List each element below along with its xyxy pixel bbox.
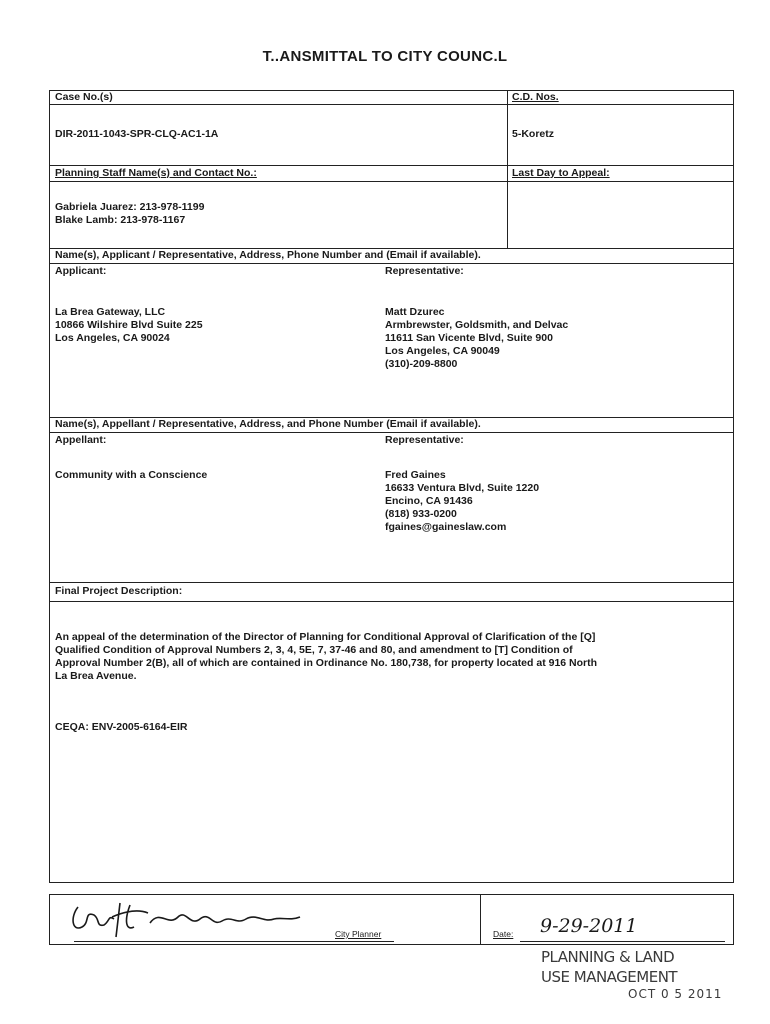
applicant-line: Los Angeles, CA 90024 — [55, 332, 170, 344]
cd-number: 5-Koretz — [512, 128, 555, 140]
planner-signature — [60, 897, 320, 943]
applicant-rep-line: Armbrewster, Goldsmith, and Delvac — [385, 319, 569, 331]
staff-label: Planning Staff Name(s) and Contact No.: — [55, 167, 257, 179]
city-planner-label: City Planner — [335, 929, 382, 939]
received-stamp-line-2: USE MANAGEMENT — [541, 968, 678, 986]
ceqa-reference: CEQA: ENV-2005-6164-EIR — [55, 721, 188, 733]
rule — [50, 104, 733, 105]
applicant-rep-line: Los Angeles, CA 90049 — [385, 345, 500, 357]
applicant-rep-line: Matt Dzurec — [385, 306, 445, 318]
signature-line — [74, 941, 394, 942]
description-line: Qualified Condition of Approval Numbers 2, 3, 4, 5E, 7, 37-46 and 80, and amendment to [T] Condition of — [55, 644, 573, 656]
staff-contact-2: Blake Lamb: 213-978-1167 — [55, 214, 186, 226]
cd-label: C.D. Nos. — [512, 91, 559, 103]
received-stamp-line-1: PLANNING & LAND — [541, 948, 675, 966]
description-line: La Brea Avenue. — [55, 670, 137, 682]
rule — [50, 432, 733, 433]
signature-date: 9-29-2011 — [540, 915, 638, 937]
applicant-rep-line: (310)-209-8800 — [385, 358, 458, 370]
applicant-line: 10866 Wilshire Blvd Suite 225 — [55, 319, 203, 331]
description-line: An appeal of the determination of the Director of Planning for Conditional Approval of Clarification of the [Q] — [55, 631, 596, 643]
project-description — [55, 631, 725, 683]
appellant-rep-label: Representative: — [385, 434, 464, 446]
document-title: T..ANSMITTAL TO CITY COUNC.L — [262, 48, 508, 65]
appeal-day-label: Last Day to Appeal: — [512, 167, 610, 179]
appellant-rep-line: fgaines@gaineslaw.com — [385, 521, 507, 533]
description-line: Approval Number 2(B), all of which are contained in Ordinance No. 180,738, for property located at 916 North — [55, 657, 598, 669]
rule — [50, 165, 733, 166]
rule — [50, 582, 733, 583]
date-label: Date: — [493, 929, 514, 939]
appellant-rep-line: (818) 933-0200 — [385, 508, 457, 520]
rule — [50, 601, 733, 602]
case-label: Case No.(s) — [55, 91, 113, 103]
received-stamp-date: OCT 0 5 2011 — [628, 987, 723, 1001]
staff-contact-1: Gabriela Juarez: 213-978-1199 — [55, 201, 205, 213]
rule — [50, 181, 733, 182]
appellant-section-header: Name(s), Appellant / Representative, Address, and Phone Number (Email if available). — [55, 418, 481, 430]
applicant-rep-label: Representative: — [385, 265, 464, 277]
appellant-rep-line: Fred Gaines — [385, 469, 446, 481]
case-number: DIR-2011-1043-SPR-CLQ-AC1-1A — [55, 128, 219, 140]
appellant-label: Appellant: — [55, 434, 107, 446]
column-divider — [507, 91, 508, 248]
appellant-rep-line: 16633 Ventura Blvd, Suite 1220 — [385, 482, 540, 494]
signature-block — [49, 894, 734, 945]
applicant-section-header: Name(s), Applicant / Representative, Address, Phone Number and (Email if available). — [55, 249, 481, 261]
transmittal-form — [49, 90, 734, 883]
applicant-label: Applicant: — [55, 265, 107, 277]
applicant-rep-line: 11611 San Vicente Blvd, Suite 900 — [385, 332, 553, 344]
date-line — [520, 941, 725, 942]
rule — [50, 263, 733, 264]
appellant-rep-line: Encino, CA 91436 — [385, 495, 473, 507]
signature-divider — [480, 895, 481, 944]
project-description-label: Final Project Description: — [55, 585, 183, 597]
appellant-line: Community with a Conscience — [55, 469, 208, 481]
signature-text: Jms Flhcapiemi — [240, 941, 247, 942]
applicant-line: La Brea Gateway, LLC — [55, 306, 166, 318]
